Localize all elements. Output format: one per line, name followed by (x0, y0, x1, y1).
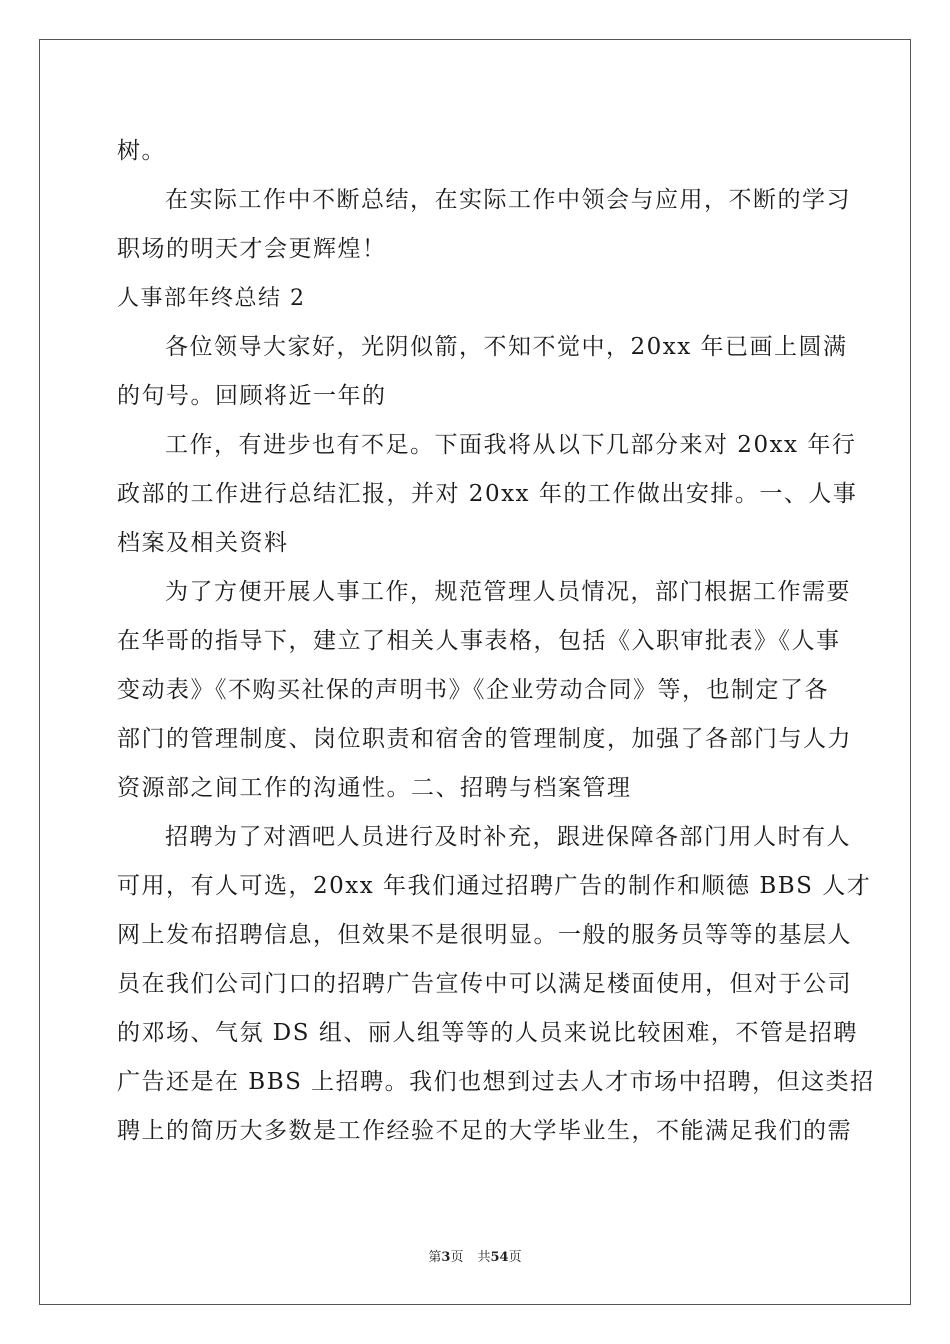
text-line: 树。 (117, 138, 166, 164)
text-line: 档案及相关资料 (117, 530, 289, 556)
footer-page-prefix: 第 (428, 1250, 442, 1265)
text-line: 政部的工作进行总结汇报，并对 20xx 年的工作做出安排。一、人事 (117, 481, 858, 507)
paragraph-line: 招聘为了对酒吧人员进行及时补充，跟进保障各部门用人时有人 (165, 824, 851, 850)
text-line: 的句号。回顾将近一年的 (117, 383, 387, 409)
text-line: 聘上的简历大多数是工作经验不足的大学毕业生，不能满足我们的需 (117, 1118, 852, 1144)
text-line: 在华哥的指导下，建立了相关人事表格，包括《入职审批表》《人事 (117, 628, 841, 654)
paragraph-line: 各位领导大家好，光阴似箭，不知不觉中，20xx 年已画上圆满 (165, 334, 848, 360)
paragraph-line: 在实际工作中不断总结，在实际工作中领会与应用，不断的学习 (165, 187, 851, 213)
text-line: 的邓场、气氛 DS 组、丽人组等等的人员来说比较困难，不管是招聘 (117, 1020, 858, 1046)
text-line: 网上发布招聘信息，但效果不是很明显。一般的服务员等等的基层人 (117, 922, 852, 948)
text-line: 资源部之间工作的沟通性。二、招聘与档案管理 (117, 775, 632, 801)
text-line: 可用，有人可选，20xx 年我们通过招聘广告的制作和顺德 BBS 人才 (117, 873, 872, 899)
footer-total-pages: 54 (490, 1250, 509, 1265)
text-line: 变动表》《不购买社保的声明书》《企业劳动合同》等，也制定了各 (117, 677, 829, 703)
page-footer (0, 1246, 950, 1265)
footer-page-number: 3 (441, 1250, 451, 1265)
paragraph-line: 工作，有进步也有不足。下面我将从以下几部分来对 20xx 年行 (165, 432, 857, 458)
footer-total-prefix: 共 (477, 1250, 491, 1265)
paragraph-line: 为了方便开展人事工作，规范管理人员情况，部门根据工作需要 (165, 579, 851, 605)
text-line: 部门的管理制度、岗位职责和宿舍的管理制度，加强了各部门与人力 (117, 726, 852, 752)
section-heading: 人事部年终总结 2 (117, 286, 306, 311)
text-line: 职场的明天才会更辉煌！ (117, 236, 387, 262)
document-body (117, 127, 875, 1156)
footer-total-suffix: 页 (508, 1250, 522, 1265)
text-line: 员在我们公司门口的招聘广告宣传中可以满足楼面使用，但对于公司 (117, 971, 852, 997)
footer-page-suffix: 页 (450, 1250, 464, 1265)
text-line: 广告还是在 BBS 上招聘。我们也想到过去人才市场中招聘，但这类招 (117, 1069, 875, 1095)
